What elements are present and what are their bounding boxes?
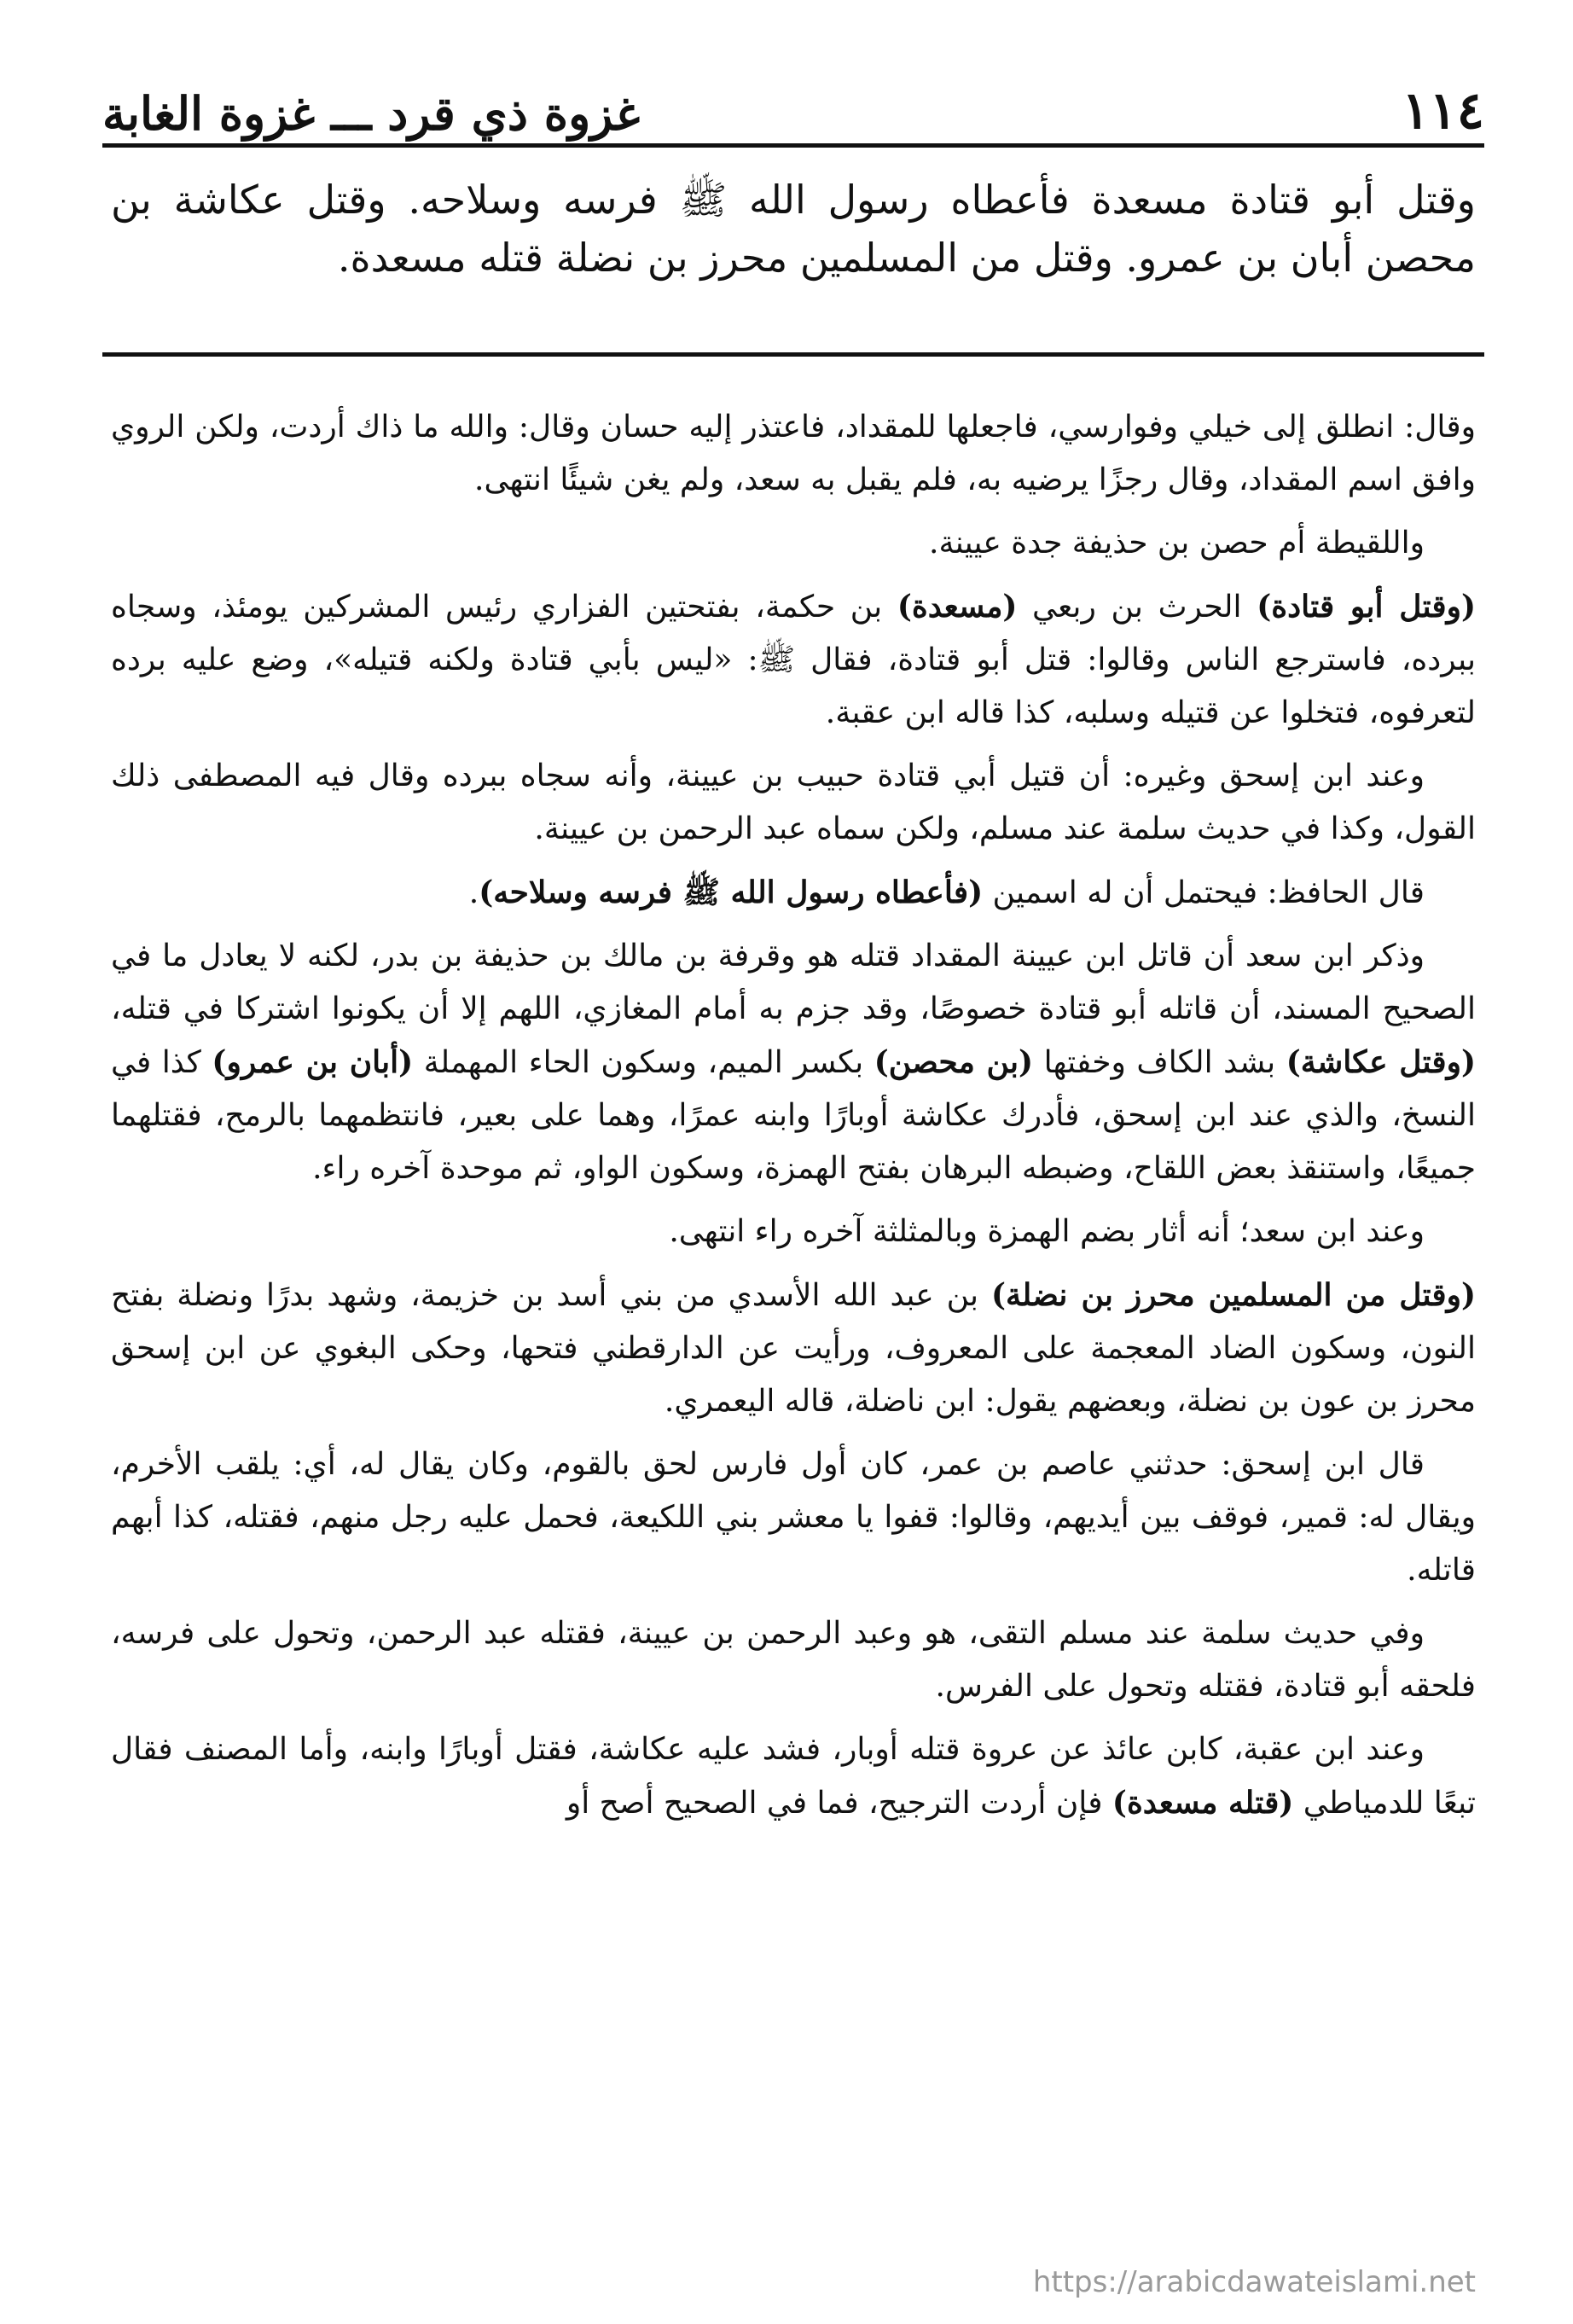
page-number: ١١٤ xyxy=(1402,81,1484,141)
commentary-segment: (قتله مسعدة) xyxy=(1112,1785,1294,1821)
commentary-segment: الحرث بن ربعي xyxy=(1017,590,1257,625)
commentary-segment: بن عبد الله الأسدي من بني أسد بن خزيمة، وشهد بدرًا ونضلة بفتح النون، وسكون الضاد المعجمة على المعروف، ورأيت عن الدارقطني فتحها، وحكى البغوي عن ابن إسحق محرز بن عون بن نضلة، وبعضهم يقول: ابن ناضلة، قاله اليعمري. xyxy=(111,1278,1476,1419)
commentary xyxy=(111,401,1476,1840)
commentary-segment: . xyxy=(468,875,479,910)
commentary-paragraph xyxy=(111,1438,1476,1597)
commentary-paragraph xyxy=(111,1269,1476,1428)
commentary-paragraph xyxy=(111,580,1476,740)
commentary-segment: وفي حديث سلمة عند مسلم التقى، هو وعبد الرحمن بن عيينة، فقتله عبد الرحمن، وتحول على فرسه، فلحقه أبو قتادة، فقتله وتحول على الفرس. xyxy=(111,1616,1476,1704)
watermark-url: https://arabicdawateislami.net xyxy=(1032,2265,1476,2299)
commentary-paragraph xyxy=(111,930,1476,1195)
commentary-segment: وعند ابن عقبة، كابن عائذ عن عروة قتله أوبار، فشد عليه عكاشة، فقتل أوبارًا وابنه، وأما المصنف فقال تبعًا للدمياطي xyxy=(111,1732,1476,1821)
commentary-paragraph xyxy=(111,517,1476,570)
matn-text: وقتل أبو قتادة مسعدة فأعطاه رسول الله ﷺ فرسه وسلاحه. وقتل عكاشة بن محصن أبان بن عمرو. وقتل من المسلمين محرز بن نضلة قتله مسعدة. xyxy=(111,177,1476,281)
commentary-paragraph xyxy=(111,1607,1476,1713)
commentary-paragraph xyxy=(111,1723,1476,1830)
header-rule xyxy=(102,143,1484,148)
commentary-paragraph xyxy=(111,401,1476,507)
page-header xyxy=(102,51,1484,141)
separator-rule xyxy=(102,352,1484,357)
running-title: غزوة ذي قرد ـــ غزوة الغابة xyxy=(102,86,641,141)
commentary-segment: (وقتل عكاشة) xyxy=(1286,1044,1476,1080)
commentary-segment: (أبان بن عمرو) xyxy=(212,1044,414,1080)
commentary-paragraph xyxy=(111,750,1476,856)
commentary-paragraph xyxy=(111,866,1476,920)
commentary-segment: (وقتل أبو قتادة) xyxy=(1257,589,1477,625)
commentary-segment: وذكر ابن سعد أن قاتل ابن عيينة المقداد قتله هو وقرفة بن مالك بن حذيفة بن بدر، لكنه لا يعادل ما في الصحيح المسند، أن قاتله أبو قتادة خصوصًا، وقد جزم به أمام المغازي، اللهم إلا أن يكونوا اشتركا في قتله، xyxy=(111,938,1476,1026)
commentary-segment: وقال: انطلق إلى خيلي وفوارسي، فاجعلها للمقداد، فاعتذر إليه حسان وقال: والله ما ذاك أردت، ولكن الروي وافق اسم المقداد، وقال رجزًا يرضيه به، فلم يقبل به سعد، ولم يغن شيئًا انتهى. xyxy=(111,410,1476,497)
commentary-paragraph xyxy=(111,1206,1476,1258)
commentary-segment: وعند ابن إسحق وغيره: أن قتيل أبي قتادة حبيب بن عيينة، وأنه سجاه ببرده وقال فيه المصطفى ذلك القول، وكذا في حديث سلمة عند مسلم، ولكن سماه عبد الرحمن بن عيينة. xyxy=(111,758,1476,846)
commentary-segment: فإن أردت الترجيح، فما في الصحيح أصح أو xyxy=(566,1786,1112,1821)
commentary-segment: (بن محصن) xyxy=(874,1044,1034,1080)
commentary-segment: (وقتل من المسلمين محرز بن نضلة) xyxy=(990,1277,1476,1313)
commentary-segment: بشد الكاف وخفتها xyxy=(1033,1045,1286,1080)
commentary-segment: (مسعدة) xyxy=(897,589,1018,625)
commentary-segment: كذا في النسخ، والذي عند ابن إسحق، فأدرك عكاشة أوبارًا وابنه عمرًا، وهما على بعير، فانتظمهما بالرمح، فقتلهما جميعًا، واستنقذ بعض اللقاح، وضبطه البرهان بفتح الهمزة، وسكون الواو، ثم موحدة آخره راء. xyxy=(111,1045,1476,1186)
commentary-segment: بكسر الميم، وسكون الحاء المهملة xyxy=(413,1045,874,1080)
commentary-segment: قال الحافظ: فيحتمل أن له اسمين xyxy=(983,875,1425,910)
commentary-segment: (فأعطاه رسول الله ﷺ فرسه وسلاحه) xyxy=(479,874,984,910)
commentary-segment: وعند ابن سعد؛ أنه أثار بضم الهمزة وبالمثلثة آخره راء انتهى. xyxy=(669,1214,1425,1249)
commentary-segment: بن حكمة، بفتحتين الفزاري رئيس المشركين يومئذ، وسجاه ببرده، فاسترجع الناس وقالوا: قتل أبو قتادة، فقال ﷺ: «ليس بأبي قتادة ولكنه قتيله»، وضع عليه برده لتعرفوه، فتخلوا عن قتيله وسلبه، كذا قاله ابن عقبة. xyxy=(111,590,1476,730)
commentary-segment: قال ابن إسحق: حدثني عاصم بن عمر، كان أول فارس لحق بالقوم، وكان يقال له، أي: يلقب الأخرم، ويقال له: قمير، فوقف بين أيديهم، وقالوا: قفوا يا معشر بني اللكيعة، فحمل عليه رجل منهم، فقتله، كذا أبهم قاتله. xyxy=(111,1447,1476,1588)
commentary-segment: واللقيطة أم حصن بن حذيفة جدة عيينة. xyxy=(929,526,1425,561)
